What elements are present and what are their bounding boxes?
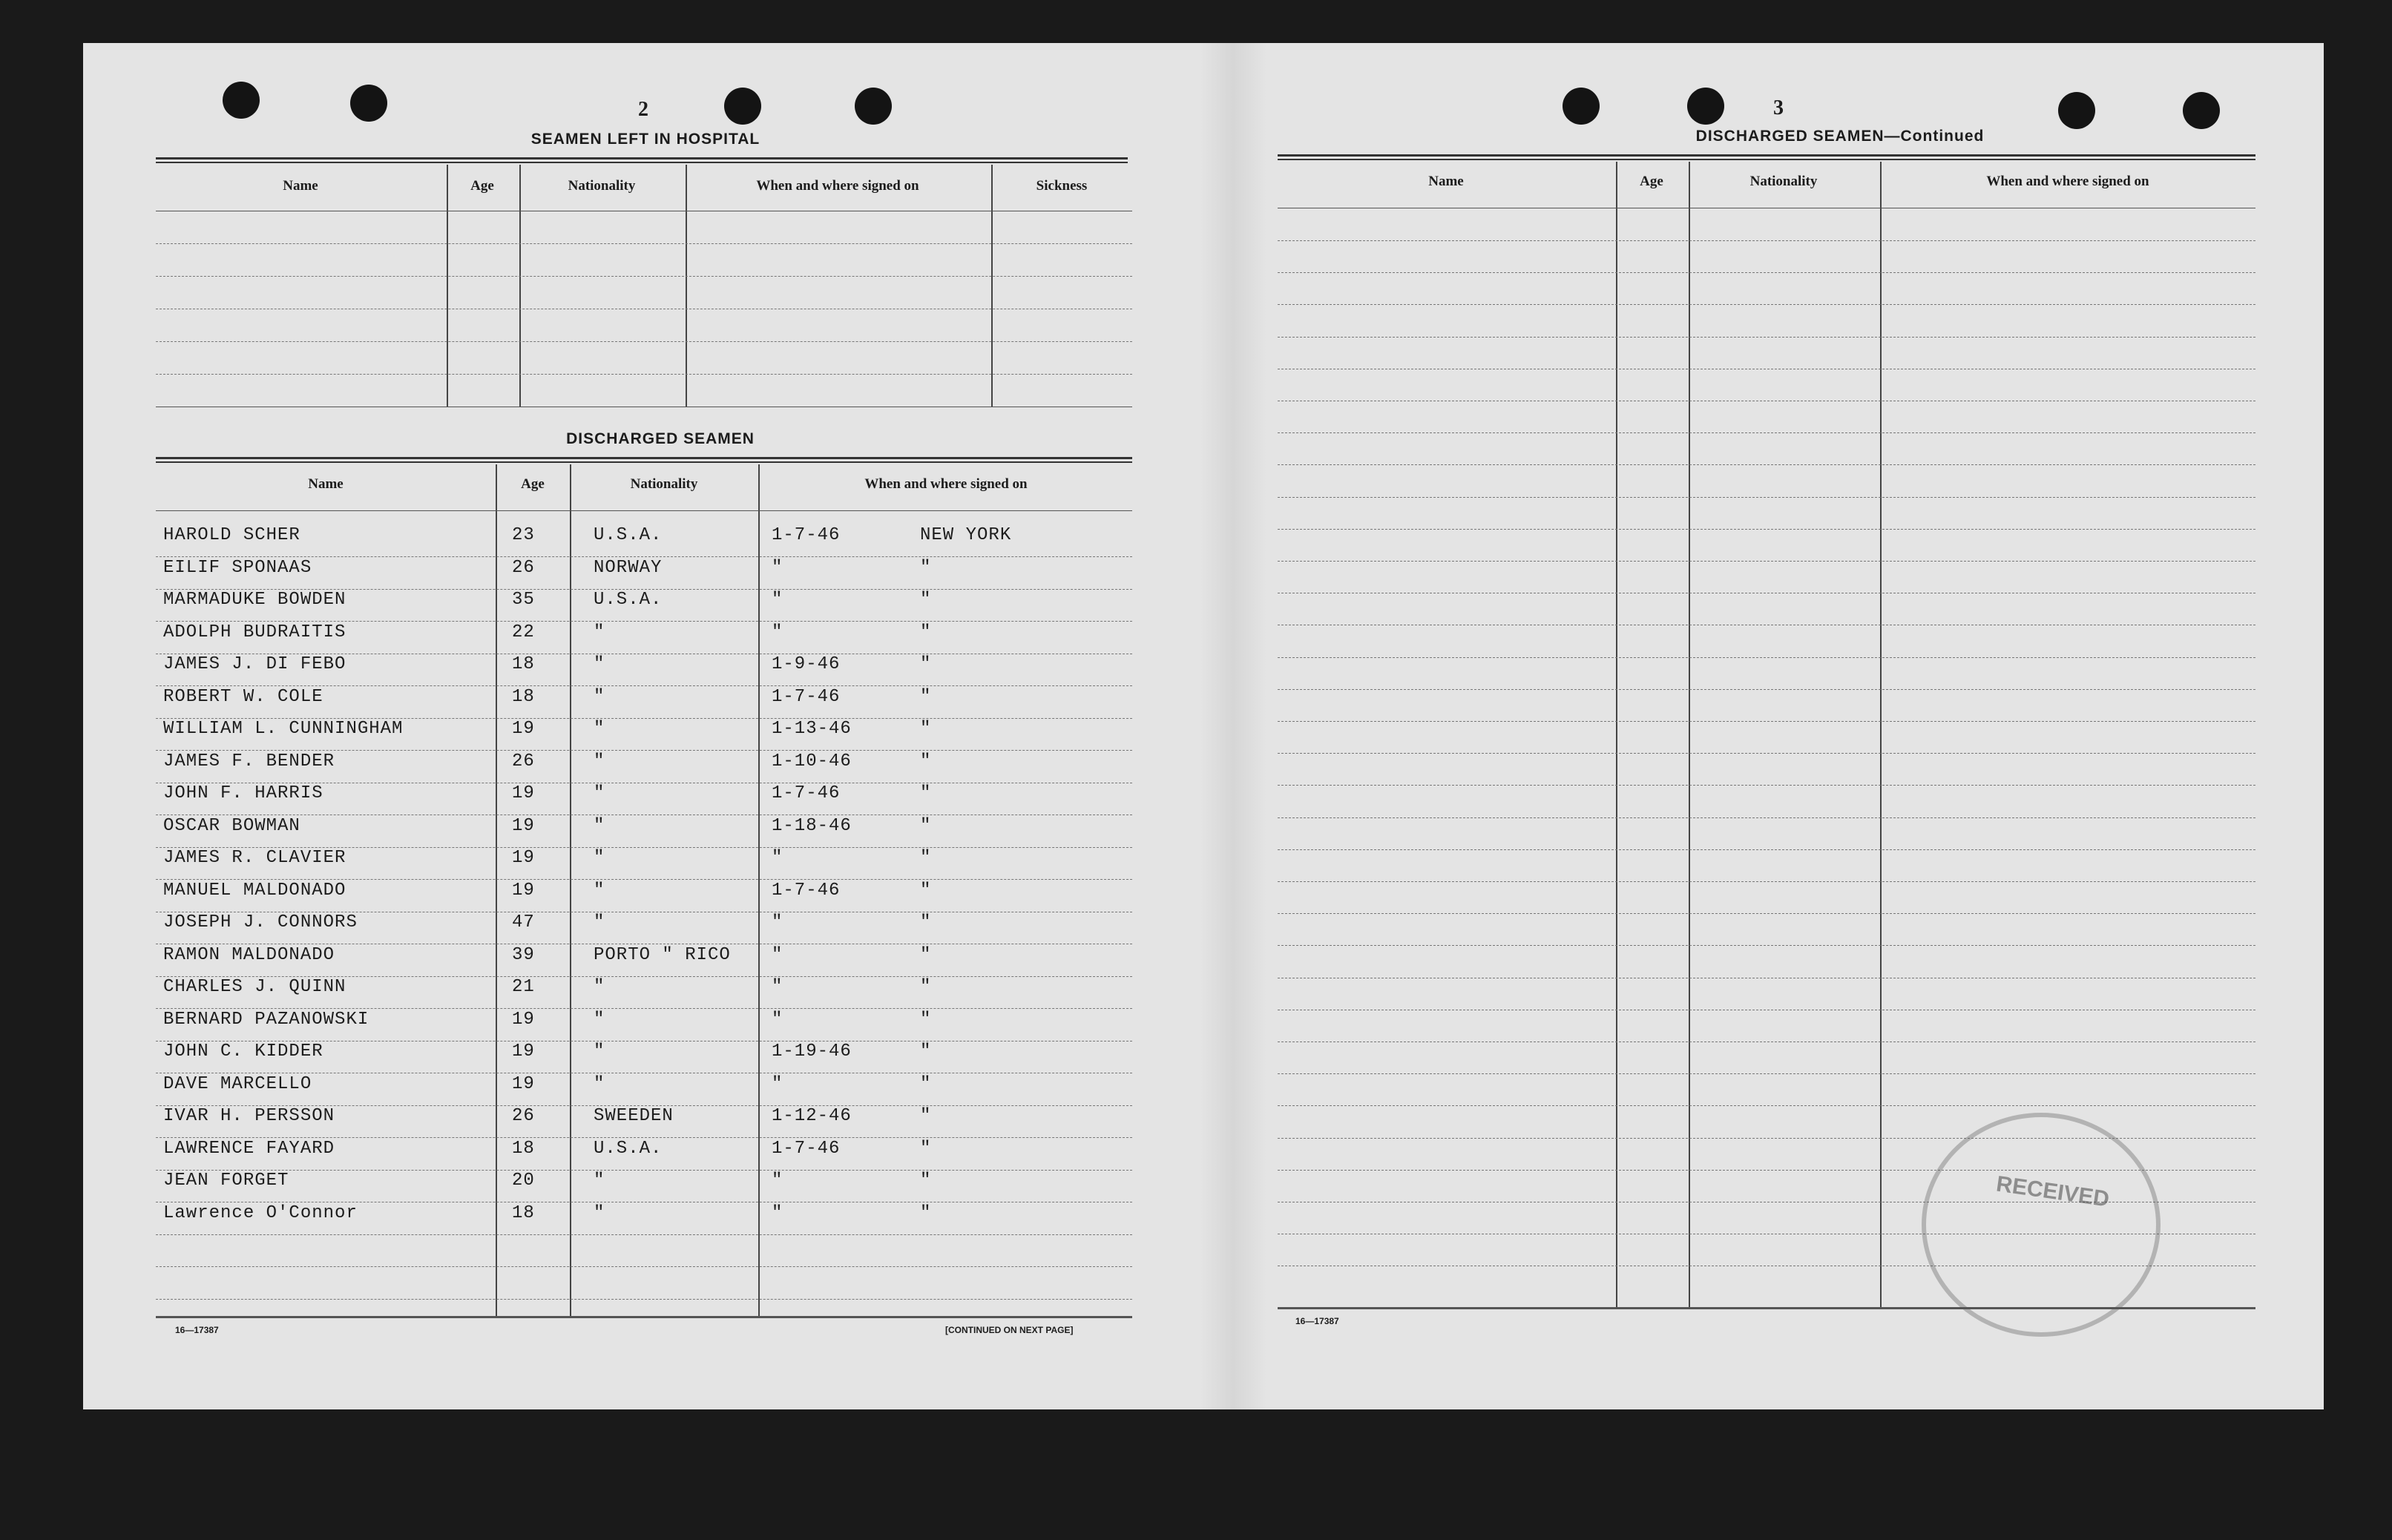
right-row-rule xyxy=(1278,689,2255,690)
received-stamp xyxy=(1922,1113,2161,1337)
cell-nationality: " xyxy=(594,654,605,674)
cell-date: " xyxy=(772,1073,783,1094)
right-row-rule xyxy=(1278,464,2255,465)
cell-age: 26 xyxy=(512,1106,535,1126)
hospital-col-divider xyxy=(991,165,993,407)
cell-date: 1-19-46 xyxy=(772,1042,852,1062)
cell-nationality: NORWAY xyxy=(594,557,663,578)
hospital-header-sickness: Sickness xyxy=(1036,178,1088,194)
discharged-header-name: Name xyxy=(308,476,344,492)
right-header-age: Age xyxy=(1640,174,1663,189)
right-row-rule xyxy=(1278,432,2255,433)
cell-place: " xyxy=(920,815,932,836)
cell-date: " xyxy=(772,1171,783,1191)
cell-nationality: " xyxy=(594,686,605,707)
cell-age: 18 xyxy=(512,654,535,674)
cell-name: DAVE MARCELLO xyxy=(163,1073,312,1094)
right-row-rule xyxy=(1278,497,2255,498)
cell-name: WILLIAM L. CUNNINGHAM xyxy=(163,719,404,739)
cell-place: " xyxy=(920,783,932,803)
cell-date: 1-10-46 xyxy=(772,751,852,771)
right-col-divider xyxy=(1880,162,1882,1307)
cell-age: 19 xyxy=(512,880,535,901)
cell-nationality: " xyxy=(594,622,605,642)
hospital-col-divider xyxy=(519,165,521,407)
punch-hole xyxy=(855,88,892,125)
page-fold xyxy=(1200,43,1266,1409)
page-number-left: 2 xyxy=(638,98,648,121)
right-col-divider xyxy=(1616,162,1617,1307)
right-row-rule xyxy=(1278,849,2255,850)
cell-name: MANUEL MALDONADO xyxy=(163,880,346,901)
cell-name: ADOLPH BUDRAITIS xyxy=(163,622,346,642)
cell-place: NEW YORK xyxy=(920,525,1012,545)
cell-date: " xyxy=(772,622,783,642)
footer-continued-note: [CONTINUED ON NEXT PAGE] xyxy=(945,1325,1074,1335)
cell-age: 19 xyxy=(512,783,535,803)
right-row-rule xyxy=(1278,657,2255,658)
cell-age: 19 xyxy=(512,815,535,836)
cell-nationality: U.S.A. xyxy=(594,525,663,545)
right-row-rule xyxy=(1278,817,2255,818)
cell-age: 18 xyxy=(512,686,535,707)
cell-age: 26 xyxy=(512,557,535,578)
cell-nationality: " xyxy=(594,815,605,836)
right-header-signed-on: When and where signed on xyxy=(1986,174,2149,189)
cell-nationality: " xyxy=(594,1009,605,1030)
cell-nationality: U.S.A. xyxy=(594,1138,663,1159)
cell-place: " xyxy=(920,1073,932,1094)
cell-date: 1-12-46 xyxy=(772,1106,852,1126)
discharged-row-rule xyxy=(156,1266,1132,1267)
right-top-rule xyxy=(1278,154,2255,160)
cell-nationality: " xyxy=(594,1073,605,1094)
cell-date: " xyxy=(772,912,783,932)
cell-name: IVAR H. PERSSON xyxy=(163,1106,335,1126)
cell-nationality: " xyxy=(594,751,605,771)
cell-nationality: " xyxy=(594,912,605,932)
right-row-rule xyxy=(1278,272,2255,273)
cell-place: " xyxy=(920,1106,932,1126)
cell-nationality: " xyxy=(594,1171,605,1191)
right-row-rule xyxy=(1278,304,2255,305)
cell-age: 18 xyxy=(512,1202,535,1223)
cell-place: " xyxy=(920,1042,932,1062)
punch-hole xyxy=(1687,88,1724,125)
cell-date: " xyxy=(772,848,783,868)
cell-nationality: " xyxy=(594,1202,605,1223)
cell-name: JAMES F. BENDER xyxy=(163,751,335,771)
discharged-top-rule xyxy=(156,457,1132,463)
punch-hole xyxy=(1563,88,1600,125)
discharged-bottom-rule xyxy=(156,1316,1132,1318)
cell-place: " xyxy=(920,977,932,997)
discharged-header-age: Age xyxy=(521,476,545,492)
cell-place: " xyxy=(920,1138,932,1159)
cell-place: " xyxy=(920,654,932,674)
right-row-rule xyxy=(1278,1073,2255,1074)
cell-nationality: " xyxy=(594,783,605,803)
cell-nationality: " xyxy=(594,719,605,739)
hospital-header-signed-on: When and where signed on xyxy=(756,178,919,194)
cell-date: " xyxy=(772,1009,783,1030)
punch-hole xyxy=(350,85,387,122)
cell-name: JAMES R. CLAVIER xyxy=(163,848,346,868)
hospital-row-rule xyxy=(156,276,1132,277)
cell-nationality: " xyxy=(594,1042,605,1062)
cell-name: OSCAR BOWMAN xyxy=(163,815,300,836)
right-row-rule xyxy=(1278,785,2255,786)
footer-code-right: 16—17387 xyxy=(1295,1316,1339,1326)
cell-place: " xyxy=(920,719,932,739)
right-row-rule xyxy=(1278,881,2255,882)
cell-date: 1-7-46 xyxy=(772,1138,841,1159)
cell-place: " xyxy=(920,557,932,578)
cell-date: 1-7-46 xyxy=(772,525,841,545)
cell-age: 18 xyxy=(512,1138,535,1159)
right-header-name: Name xyxy=(1428,174,1464,189)
right-section-title: DISCHARGED SEAMEN—Continued xyxy=(1695,128,1985,145)
cell-age: 19 xyxy=(512,1042,535,1062)
discharged-col-divider xyxy=(496,464,497,1316)
cell-age: 21 xyxy=(512,977,535,997)
right-col-divider xyxy=(1689,162,1690,1307)
cell-name: JAMES J. DI FEBO xyxy=(163,654,346,674)
cell-date: 1-18-46 xyxy=(772,815,852,836)
cell-age: 26 xyxy=(512,751,535,771)
cell-name: MARMADUKE BOWDEN xyxy=(163,590,346,610)
cell-name: ROBERT W. COLE xyxy=(163,686,323,707)
cell-date: 1-13-46 xyxy=(772,719,852,739)
cell-date: " xyxy=(772,557,783,578)
discharged-header-rule xyxy=(156,510,1132,511)
hospital-row-rule xyxy=(156,243,1132,244)
cell-name: BERNARD PAZANOWSKI xyxy=(163,1009,369,1030)
footer-code-left: 16—17387 xyxy=(175,1325,219,1335)
cell-name: JOHN F. HARRIS xyxy=(163,783,323,803)
cell-date: " xyxy=(772,944,783,965)
discharged-row-rule xyxy=(156,1299,1132,1300)
cell-name: LAWRENCE FAYARD xyxy=(163,1138,335,1159)
cell-name: CHARLES J. QUINN xyxy=(163,977,346,997)
punch-hole xyxy=(223,82,260,119)
cell-age: 19 xyxy=(512,848,535,868)
hospital-col-divider xyxy=(686,165,687,407)
cell-age: 19 xyxy=(512,1009,535,1030)
cell-place: " xyxy=(920,751,932,771)
cell-age: 22 xyxy=(512,622,535,642)
cell-age: 19 xyxy=(512,1073,535,1094)
discharged-col-divider xyxy=(570,464,571,1316)
cell-place: " xyxy=(920,686,932,707)
cell-age: 19 xyxy=(512,719,535,739)
cell-nationality: U.S.A. xyxy=(594,590,663,610)
cell-date: 1-7-46 xyxy=(772,783,841,803)
right-row-rule xyxy=(1278,945,2255,946)
hospital-row-rule xyxy=(156,374,1132,375)
right-row-rule xyxy=(1278,721,2255,722)
cell-nationality: SWEEDEN xyxy=(594,1106,674,1126)
right-header-nationality: Nationality xyxy=(1749,174,1818,189)
received-stamp-text: RECEIVED xyxy=(1994,1171,2111,1212)
hospital-header-age: Age xyxy=(470,178,494,194)
cell-name: JOHN C. KIDDER xyxy=(163,1042,323,1062)
discharged-col-divider xyxy=(758,464,760,1316)
cell-place: " xyxy=(920,590,932,610)
cell-place: " xyxy=(920,848,932,868)
cell-name: Lawrence O'Connor xyxy=(163,1202,358,1223)
right-row-rule xyxy=(1278,337,2255,338)
punch-hole xyxy=(724,88,761,125)
cell-place: " xyxy=(920,1171,932,1191)
cell-place: " xyxy=(920,1202,932,1223)
cell-name: RAMON MALDONADO xyxy=(163,944,335,965)
cell-name: JEAN FORGET xyxy=(163,1171,289,1191)
hospital-header-name: Name xyxy=(283,178,318,194)
cell-age: 35 xyxy=(512,590,535,610)
hospital-row-rule xyxy=(156,341,1132,342)
discharged-row-rule xyxy=(156,1234,1132,1235)
cell-date: " xyxy=(772,590,783,610)
cell-age: 23 xyxy=(512,525,535,545)
cell-place: " xyxy=(920,622,932,642)
right-row-rule xyxy=(1278,240,2255,241)
cell-nationality: PORTO " RICO xyxy=(594,944,731,965)
punch-hole xyxy=(2058,92,2095,129)
cell-date: 1-9-46 xyxy=(772,654,841,674)
right-row-rule xyxy=(1278,529,2255,530)
cell-name: EILIF SPONAAS xyxy=(163,557,312,578)
discharged-row-rule xyxy=(156,1170,1132,1171)
cell-place: " xyxy=(920,880,932,901)
cell-date: " xyxy=(772,977,783,997)
cell-place: " xyxy=(920,944,932,965)
discharged-header-signed-on: When and where signed on xyxy=(864,476,1028,492)
discharged-header-nationality: Nationality xyxy=(630,476,698,492)
cell-date: " xyxy=(772,1202,783,1223)
hospital-header-nationality: Nationality xyxy=(568,178,636,194)
cell-nationality: " xyxy=(594,880,605,901)
page-number-right: 3 xyxy=(1773,96,1784,119)
right-row-rule xyxy=(1278,913,2255,914)
right-row-rule xyxy=(1278,561,2255,562)
cell-age: 20 xyxy=(512,1171,535,1191)
cell-nationality: " xyxy=(594,977,605,997)
cell-place: " xyxy=(920,1009,932,1030)
cell-nationality: " xyxy=(594,848,605,868)
hospital-top-rule xyxy=(156,157,1128,163)
cell-name: HAROLD SCHER xyxy=(163,525,300,545)
cell-date: 1-7-46 xyxy=(772,880,841,901)
cell-place: " xyxy=(920,912,932,932)
cell-age: 47 xyxy=(512,912,535,932)
cell-age: 39 xyxy=(512,944,535,965)
discharged-section-title: DISCHARGED SEAMEN xyxy=(566,430,755,447)
hospital-section-title: SEAMEN LEFT IN HOSPITAL xyxy=(530,131,760,148)
punch-hole xyxy=(2183,92,2220,129)
cell-date: 1-7-46 xyxy=(772,686,841,707)
right-row-rule xyxy=(1278,1105,2255,1106)
right-row-rule xyxy=(1278,753,2255,754)
cell-name: JOSEPH J. CONNORS xyxy=(163,912,358,932)
hospital-col-divider xyxy=(447,165,448,407)
